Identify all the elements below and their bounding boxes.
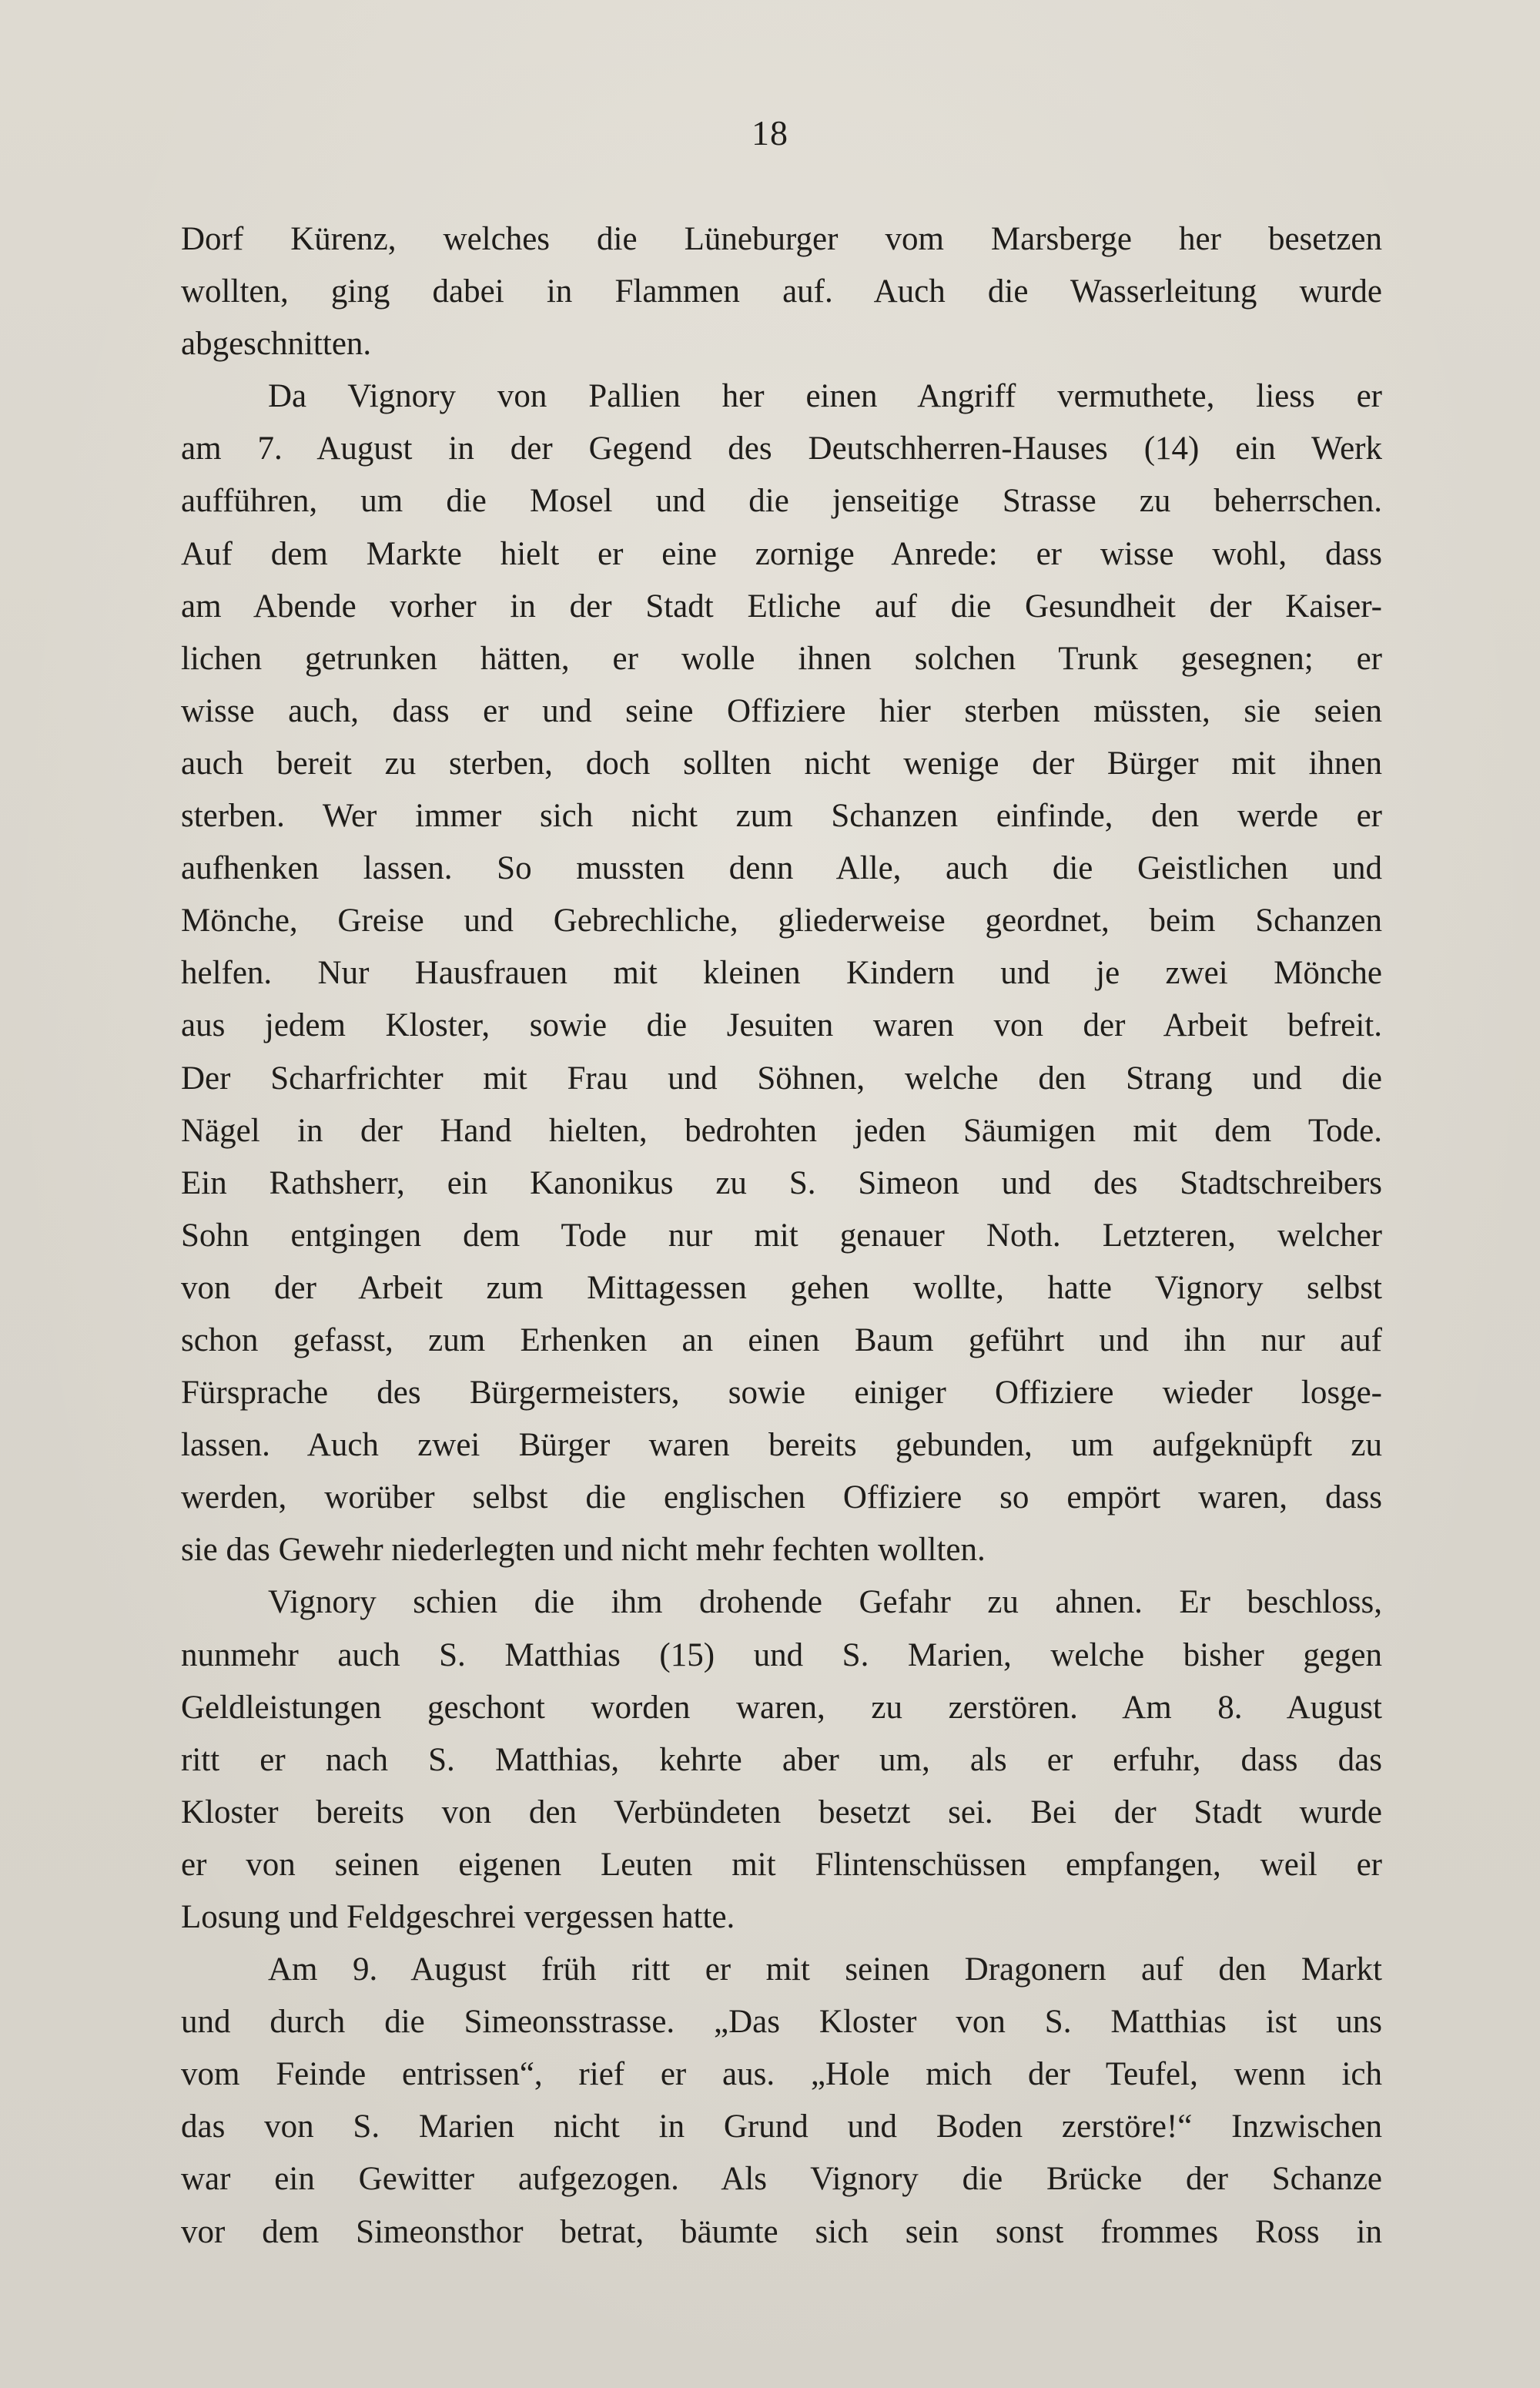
text-line: war ein Gewitter aufgezogen. Als Vignory die Brücke der Schanze <box>181 2161 1382 2198</box>
text-line: Nägel in der Hand hielten, bedrohten jeden Säumigen mit dem Tode. <box>181 1112 1382 1149</box>
text-line: wollten, ging dabei in Flammen auf. Auch die Wasserleitung wurde <box>181 273 1382 310</box>
text-line: sie das Gewehr niederlegten und nicht mehr fechten wollten. <box>181 1532 986 1569</box>
text-line: aufhenken lassen. So mussten denn Alle, auch die Geistlichen und <box>181 850 1382 887</box>
text-line: Der Scharfrichter mit Frau und Söhnen, welche den Strang und die <box>181 1060 1382 1097</box>
text-line: Losung und Feldgeschrei vergessen hatte. <box>181 1899 735 1935</box>
text-line: nunmehr auch S. Matthias (15) und S. Marien, welche bisher gegen <box>181 1636 1382 1673</box>
text-line: er von seinen eigenen Leuten mit Flintenschüssen empfangen, weil er <box>181 1846 1382 1883</box>
text-line: das von S. Marien nicht in Grund und Boden zerstöre!“ Inzwischen <box>181 2108 1382 2145</box>
text-line: Da Vignory von Pallien her einen Angriff vermuthete, liess er <box>268 378 1382 415</box>
text-line: schon gefasst, zum Erhenken an einen Baum geführt und ihn nur auf <box>181 1321 1382 1358</box>
page-number: 18 <box>752 113 788 152</box>
text-line: lassen. Auch zwei Bürger waren bereits gebunden, um aufgeknüpft zu <box>181 1427 1382 1464</box>
text-line: aus jedem Kloster, sowie die Jesuiten waren von der Arbeit befreit. <box>181 1007 1382 1044</box>
text-line: am 7. August in der Gegend des Deutschherren-Hauses (14) ein Werk <box>181 430 1382 467</box>
text-line: vor dem Simeonsthor betrat, bäumte sich sein sonst frommes Ross in <box>181 2213 1382 2250</box>
text-line: auch bereit zu sterben, doch sollten nicht wenige der Bürger mit ihnen <box>181 745 1382 782</box>
text-line: Dorf Kürenz, welches die Lüneburger vom Marsberge her besetzen <box>181 221 1382 257</box>
text-line: sterben. Wer immer sich nicht zum Schanzen einfinde, den werde er <box>181 798 1382 835</box>
text-line: Sohn entgingen dem Tode nur mit genauer Noth. Letzteren, welcher <box>181 1217 1382 1254</box>
text-line: Fürsprache des Bürgermeisters, sowie einiger Offiziere wieder losge- <box>181 1375 1382 1412</box>
text-line: Geldleistungen geschont worden waren, zu zerstören. Am 8. August <box>181 1689 1382 1726</box>
text-line: Vignory schien die ihm drohende Gefahr zu ahnen. Er beschloss, <box>268 1584 1382 1621</box>
text-line: Auf dem Markte hielt er eine zornige Anrede: er wisse wohl, dass <box>181 535 1382 572</box>
text-line: werden, worüber selbst die englischen Offiziere so empört waren, dass <box>181 1479 1382 1516</box>
text-line: vom Feinde entrissen“, rief er aus. „Hole mich der Teufel, wenn ich <box>181 2056 1382 2093</box>
text-line: und durch die Simeonsstrasse. „Das Kloster von S. Matthias ist uns <box>181 2004 1382 2041</box>
body-text <box>181 213 1382 2259</box>
text-line: von der Arbeit zum Mittagessen gehen wollte, hatte Vignory selbst <box>181 1269 1382 1306</box>
text-line: aufführen, um die Mosel und die jenseitige Strasse zu beherrschen. <box>181 483 1382 520</box>
text-line: ritt er nach S. Matthias, kehrte aber um, als er erfuhr, dass das <box>181 1741 1382 1778</box>
text-line: am Abende vorher in der Stadt Etliche auf die Gesundheit der Kaiser- <box>181 588 1382 625</box>
text-line: lichen getrunken hätten, er wolle ihnen solchen Trunk gesegnen; er <box>181 640 1382 677</box>
text-line: Ein Rathsherr, ein Kanonikus zu S. Simeon und des Stadtschreibers <box>181 1164 1382 1201</box>
text-line: helfen. Nur Hausfrauen mit kleinen Kindern und je zwei Mönche <box>181 955 1382 992</box>
text-line: Mönche, Greise und Gebrechliche, gliederweise geordnet, beim Schanzen <box>181 903 1382 939</box>
text-line: abgeschnitten. <box>181 326 372 363</box>
text-line: Am 9. August früh ritt er mit seinen Dragonern auf den Markt <box>268 1951 1382 1988</box>
text-line: Kloster bereits von den Verbündeten besetzt sei. Bei der Stadt wurde <box>181 1794 1382 1830</box>
text-line: wisse auch, dass er und seine Offiziere hier sterben müssten, sie seien <box>181 692 1382 729</box>
